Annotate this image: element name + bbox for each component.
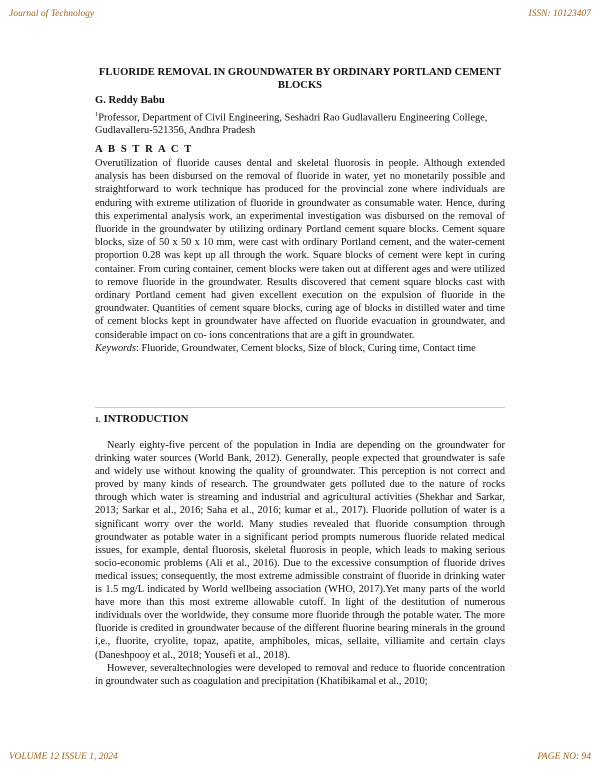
page-number: PAGE NO: 94	[537, 752, 591, 762]
keywords-list: : Fluoride, Groundwater, Cement blocks, Size of block, Curing time, Contact time	[136, 342, 476, 354]
intro-paragraph: Nearly eighty-five percent of the population in India are depending on the groundwater for drinking water sources (World Bank, 2012). Generally, people expected that groundwater is safe and widely use without knowing the quality of groundwater. This perception is not correct and proved by many kinds of research. The groundwater gets polluted due to the nature of rocks through which water is streaming and industrial and agricultural activities (Shekhar and Sarkar, 2013; Sarkar et al., 2016; Saha et al., 2016; kumar et al., 2017). Fluoride pollution of water is a significant worry over the world. Many studies revealed that fluoride consumption through groundwater as potable water in a significant period prompts numerous fluoride related medical issues, for example, dental fluorosis, skeletal fluorosis in people, which leads to making serious socio-economic problems (Ali et al., 2016). Due to the excessive consumption of fluoride drives medical issues; consequently, the most extreme admissible constraint of fluoride in drinking water is 1.5 mg/L indicated by World wellbeing association (WHO, 2017).Yet many parts of the world have more than this most extreme allowable cutoff. In light of the destitution of numerous individuals over the worldwide, they consume more fluoride through the potable water. The more fluoride is credited in groundwater because of the different fluorine bearing minerals in the ground i,e., fluorite, cryolite, topaz, apatite, amphiboles, micas, sellaite, villiamite and certain clays (Daneshpooy et al., 2018; Yousefi et al., 2018).	[95, 440, 505, 661]
volume-issue: VOLUME 12 ISSUE 1, 2024	[9, 752, 118, 762]
paper-title: FLUORIDE REMOVAL IN GROUNDWATER BY ORDINARY PORTLAND CEMENT BLOCKS	[98, 67, 502, 91]
keywords-label: Keywords	[95, 342, 136, 354]
section-divider	[95, 407, 505, 408]
intro-paragraph: However, severaltechnologies were developed to removal and reduce to fluoride concentration in groundwater such as coagulation and precipitation (Khatibikamal et al., 2010;	[95, 662, 505, 687]
abstract-text: Overutilization of fluoride causes dental and skeletal fluorosis in people. Although extended analysis has been disbursed on the removal of fluoride in water, yet no monetarily possible and straightforward to work technique has produced for the provincial zone where individuals are enduring with extreme utilization of fluoride in groundwater as consumable water. Hence, during this experimental analysis work, an experimental investigation was disbursed on the removal of fluoride in the groundwater by utilizing ordinary Portland cement square blocks. Cement square blocks, size of 50 x 50 x 10 mm, were cast with ordinary Portland cement, and the water-cement proportion 0.28 was kept up all through the work. Square blocks of cement were kept in curing container. From curing container, cement blocks were taken out at different ages and were utilized to remove fluoride in the groundwater. Results discovered that cement square blocks cast with ordinary Portland cement had given excellent execution on the expulsion of fluoride in the groundwater. Quantities of cement square blocks, curing age of blocks in distilled water and time of cement blocks kept in groundwater have affected on fluoride evacuation in groundwater, and considerable impact on co- ions concentrations that are a gift in groundwater.	[95, 158, 505, 341]
affiliation-text: Professor, Department of Civil Engineering, Seshadri Rao Gudlavalleru Engineering College, Gudlavalleru-521356, Andhra Pradesh	[95, 112, 488, 137]
introduction-body	[95, 439, 505, 688]
abstract-body	[95, 157, 505, 355]
issn: ISSN: 10123407	[528, 9, 591, 19]
author-name: G. Reddy Babu	[95, 95, 165, 106]
affiliation-mark: 1	[95, 111, 99, 118]
section-number: 1.	[95, 415, 101, 424]
running-footer	[9, 752, 591, 762]
introduction-heading	[95, 414, 188, 425]
journal-name: Journal of Technology	[9, 9, 95, 19]
abstract-heading: A B S T R A C T	[95, 144, 193, 155]
section-title: INTRODUCTION	[103, 414, 189, 425]
running-header	[9, 9, 591, 19]
author-affiliation	[95, 109, 510, 138]
